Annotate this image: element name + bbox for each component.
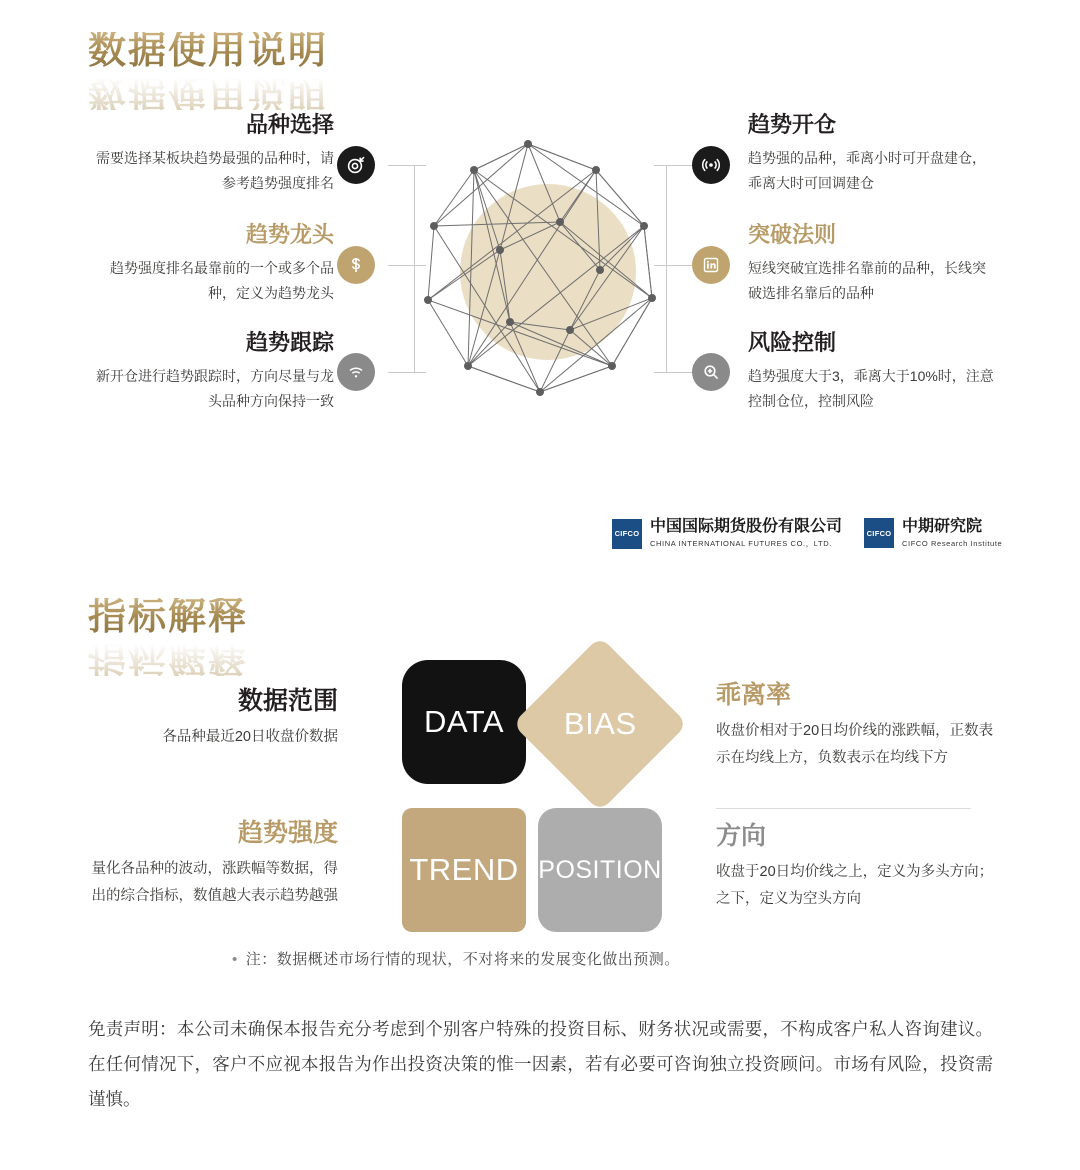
usage-item-variety-selection [88, 112, 334, 195]
logo-institute-name-en: CIFCO Research Institute [902, 538, 1003, 548]
tile-bias-label: BIAS [563, 706, 637, 741]
wifi-icon [337, 353, 375, 391]
indicator-trend-strength [78, 818, 338, 910]
indicator-title: 数据范围 [237, 687, 338, 715]
connector-line [388, 165, 426, 166]
indicator-tiles [402, 660, 670, 930]
indicator-body: 收盘于20日均价线之上，定义为多头方向；之下，定义为空头方向 [716, 864, 994, 907]
usage-item-body: 趋势强的品种，乖离小时可开盘建仓，乖离大时可回调建仓 [748, 150, 986, 191]
tile-bias [512, 636, 687, 811]
usage-item-risk-control [748, 330, 998, 413]
bullet-icon: • [232, 951, 238, 968]
connector-line [654, 372, 692, 373]
usage-item-trend-tracking [88, 330, 334, 413]
usage-item-title: 突破法则 [748, 222, 837, 247]
indicator-title: 乖离率 [716, 681, 792, 709]
page-title-usage-reflection: 数据使用说明 [88, 70, 329, 112]
disclaimer-text: 免责声明：本公司未确保本报告充分考虑到个别客户特殊的投资目标、财务状况或需要，不构成客户私人咨询建议。在任何情况下，客户不应视本报告为作出投资决策的惟一因素，若有必要可咨询独立投资顾问。市场有风险，投资需谨慎。 [88, 1019, 993, 1109]
indicator-body: 量化各品种的波动，涨跌幅等数据，得出的综合指标，数值越大表示趋势越强 [91, 861, 338, 904]
tile-position: POSITION [538, 808, 662, 932]
indicator-body: 各品种最近20日收盘价数据 [162, 729, 338, 745]
tile-trend: TREND [402, 808, 526, 932]
logo-cifco-research [864, 518, 1002, 548]
cifco-research-logo-mark: CIFCO [864, 518, 894, 548]
page-title-indicators-reflection: 指标解释 [88, 636, 249, 678]
indicator-title: 方向 [716, 822, 767, 850]
usage-item-trend-leader [88, 222, 334, 305]
usage-item-body: 需要选择某板块趋势最强的品种时，请参考趋势强度排名 [96, 150, 334, 191]
indicator-title: 趋势强度 [237, 819, 338, 847]
indicator-data-range [88, 686, 338, 751]
connector-line [388, 372, 426, 373]
usage-item-title: 品种选择 [245, 112, 334, 137]
logo-company-name-en: CHINA INTERNATIONAL FUTURES CO.，LTD. [650, 539, 832, 549]
connector-line [666, 165, 667, 373]
network-sphere-graphic [400, 130, 680, 420]
tile-data: DATA [402, 660, 526, 784]
indicator-body: 收盘价相对于20日均价线的涨跌幅，正数表示在均线上方，负数表示在均线下方 [716, 723, 994, 766]
connector-line [388, 265, 426, 266]
connector-line [654, 265, 692, 266]
page-title-usage: 数据使用说明 [88, 30, 329, 72]
logo-company-name-cn: 中国国际期货股份有限公司 [650, 518, 843, 535]
usage-item-body: 短线突破宜选排名靠前的品种，长线突破选排名靠后的品种 [748, 260, 986, 301]
usage-item-breakout-rule [748, 222, 998, 305]
connector-line [414, 165, 415, 373]
usage-item-body: 新开仓进行趋势跟踪时，方向尽量与龙头品种方向保持一致 [96, 368, 334, 409]
target-icon [337, 146, 375, 184]
usage-item-body: 趋势强度排名最靠前的一个或多个品种，定义为趋势龙头 [110, 260, 334, 301]
broadcast-icon [692, 146, 730, 184]
usage-item-trend-entry [748, 112, 998, 195]
connector-line [654, 165, 692, 166]
dollar-icon [337, 246, 375, 284]
logo-cifco-company [612, 518, 842, 549]
usage-item-title: 趋势龙头 [245, 222, 334, 247]
logo-institute-name-cn: 中期研究院 [902, 518, 983, 536]
usage-item-body: 趋势强度大于3，乖离大于10%时，注意控制仓位，控制风险 [748, 368, 994, 409]
cifco-logo-mark: CIFCO [612, 519, 642, 549]
linkedin-icon [692, 246, 730, 284]
usage-item-title: 风险控制 [748, 330, 837, 355]
footnote [232, 948, 680, 969]
divider [716, 808, 971, 809]
page-title-indicators: 指标解释 [88, 596, 249, 638]
logo-row [612, 518, 1002, 549]
usage-item-title: 趋势跟踪 [245, 330, 334, 355]
indicator-direction [716, 808, 996, 913]
usage-item-title: 趋势开仓 [748, 112, 837, 137]
footnote-text: 注：数据概述市场行情的现状，不对将来的发展变化做出预测。 [245, 951, 680, 968]
zoom-in-icon [692, 353, 730, 391]
indicator-bias-rate [716, 680, 996, 772]
